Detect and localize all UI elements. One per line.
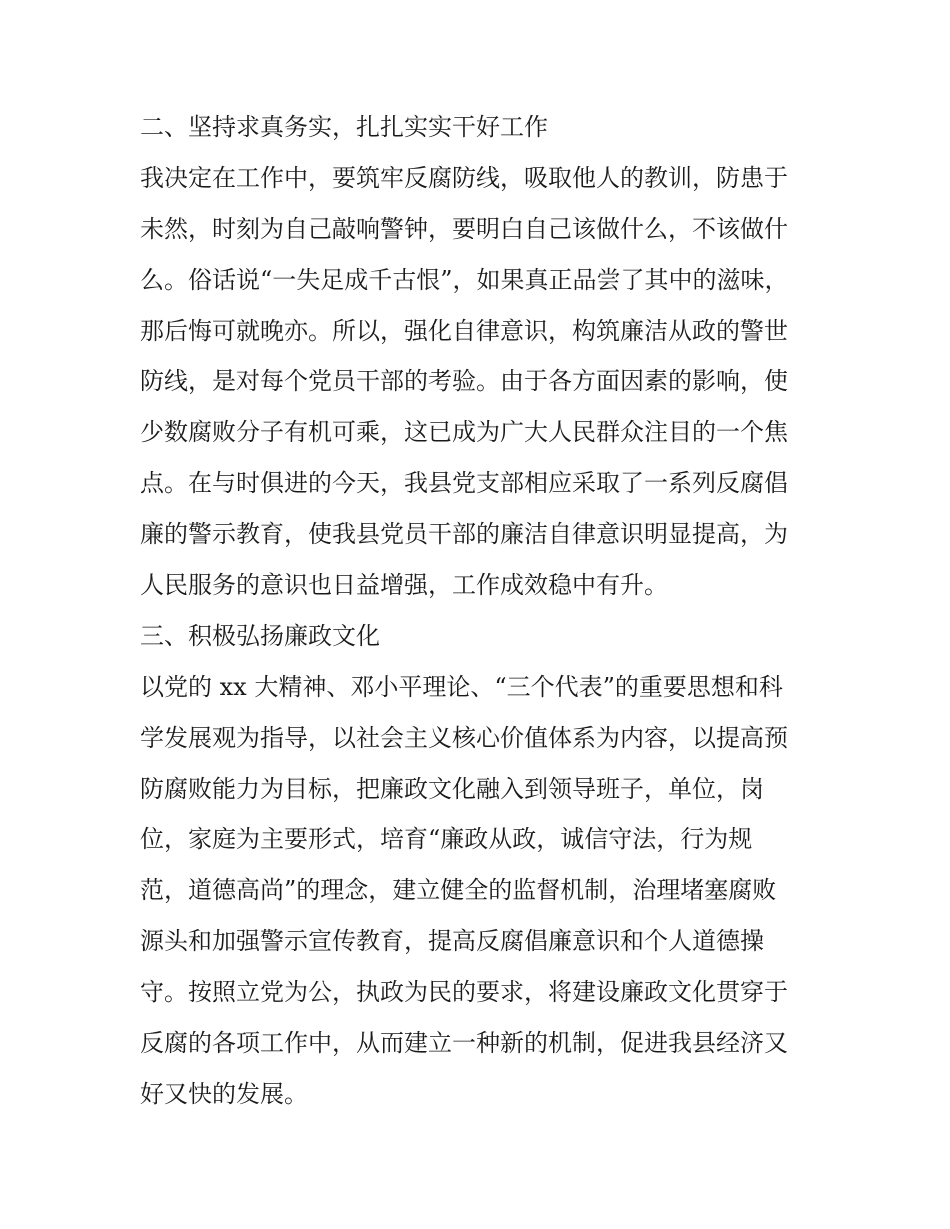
paragraph-line: 范，道德高尚”的理念，建立健全的监督机制，治理堵塞腐败 — [140, 876, 777, 905]
section-heading: 二、坚持求真务实，扎扎实实干好工作 — [140, 113, 548, 141]
paragraph-line: 学发展观为指导，以社会主义核心价值体系为内容，以提高预 — [140, 723, 788, 752]
paragraph-line: 反腐的各项工作中，从而建立一种新的机制，促进我县经济又 — [140, 1029, 788, 1058]
paragraph-line: 守。按照立党为公，执政为民的要求，将建设廉政文化贯穿于 — [140, 978, 788, 1007]
paragraph-line: 那后悔可就晚亦。所以，强化自律意识，构筑廉洁从政的警世 — [140, 316, 788, 345]
paragraph-line: 未然，时刻为自己敲响警钟，要明白自己该做什么，不该做什 — [140, 214, 788, 243]
paragraph-line: 以党的 xx 大精神、邓小平理论、“三个代表”的重要思想和科 — [140, 672, 783, 701]
paragraph-line: 少数腐败分子有机可乘，这已成为广大人民群众注目的一个焦 — [140, 418, 788, 447]
paragraph-line: 么。俗话说“一失足成千古恨”，如果真正品尝了其中的滋味， — [140, 265, 789, 294]
section-heading: 三、积极弘扬廉政文化 — [140, 621, 380, 650]
paragraph-line: 源头和加强警示宣传教育，提高反腐倡廉意识和个人道德操 — [140, 927, 764, 956]
paragraph-line: 好又快的发展。 — [140, 1079, 308, 1108]
paragraph-line: 我决定在工作中，要筑牢反腐防线，吸取他人的教训，防患于 — [140, 163, 788, 192]
paragraph-line: 人民服务的意识也日益增强，工作成效稳中有升。 — [140, 571, 668, 600]
paragraph-line: 防线，是对每个党员干部的考验。由于各方面因素的影响，使 — [140, 367, 788, 396]
paragraph-line: 位，家庭为主要形式，培育“廉政从政，诚信守法，行为规 — [140, 825, 753, 854]
document-body — [140, 102, 820, 1120]
paragraph-line: 防腐败能力为目标，把廉政文化融入到领导班子，单位，岗 — [140, 774, 764, 803]
paragraph-line: 点。在与时俱进的今天，我县党支部相应采取了一系列反腐倡 — [140, 469, 788, 498]
paragraph-line: 廉的警示教育，使我县党员干部的廉洁自律意识明显提高，为 — [140, 520, 788, 549]
